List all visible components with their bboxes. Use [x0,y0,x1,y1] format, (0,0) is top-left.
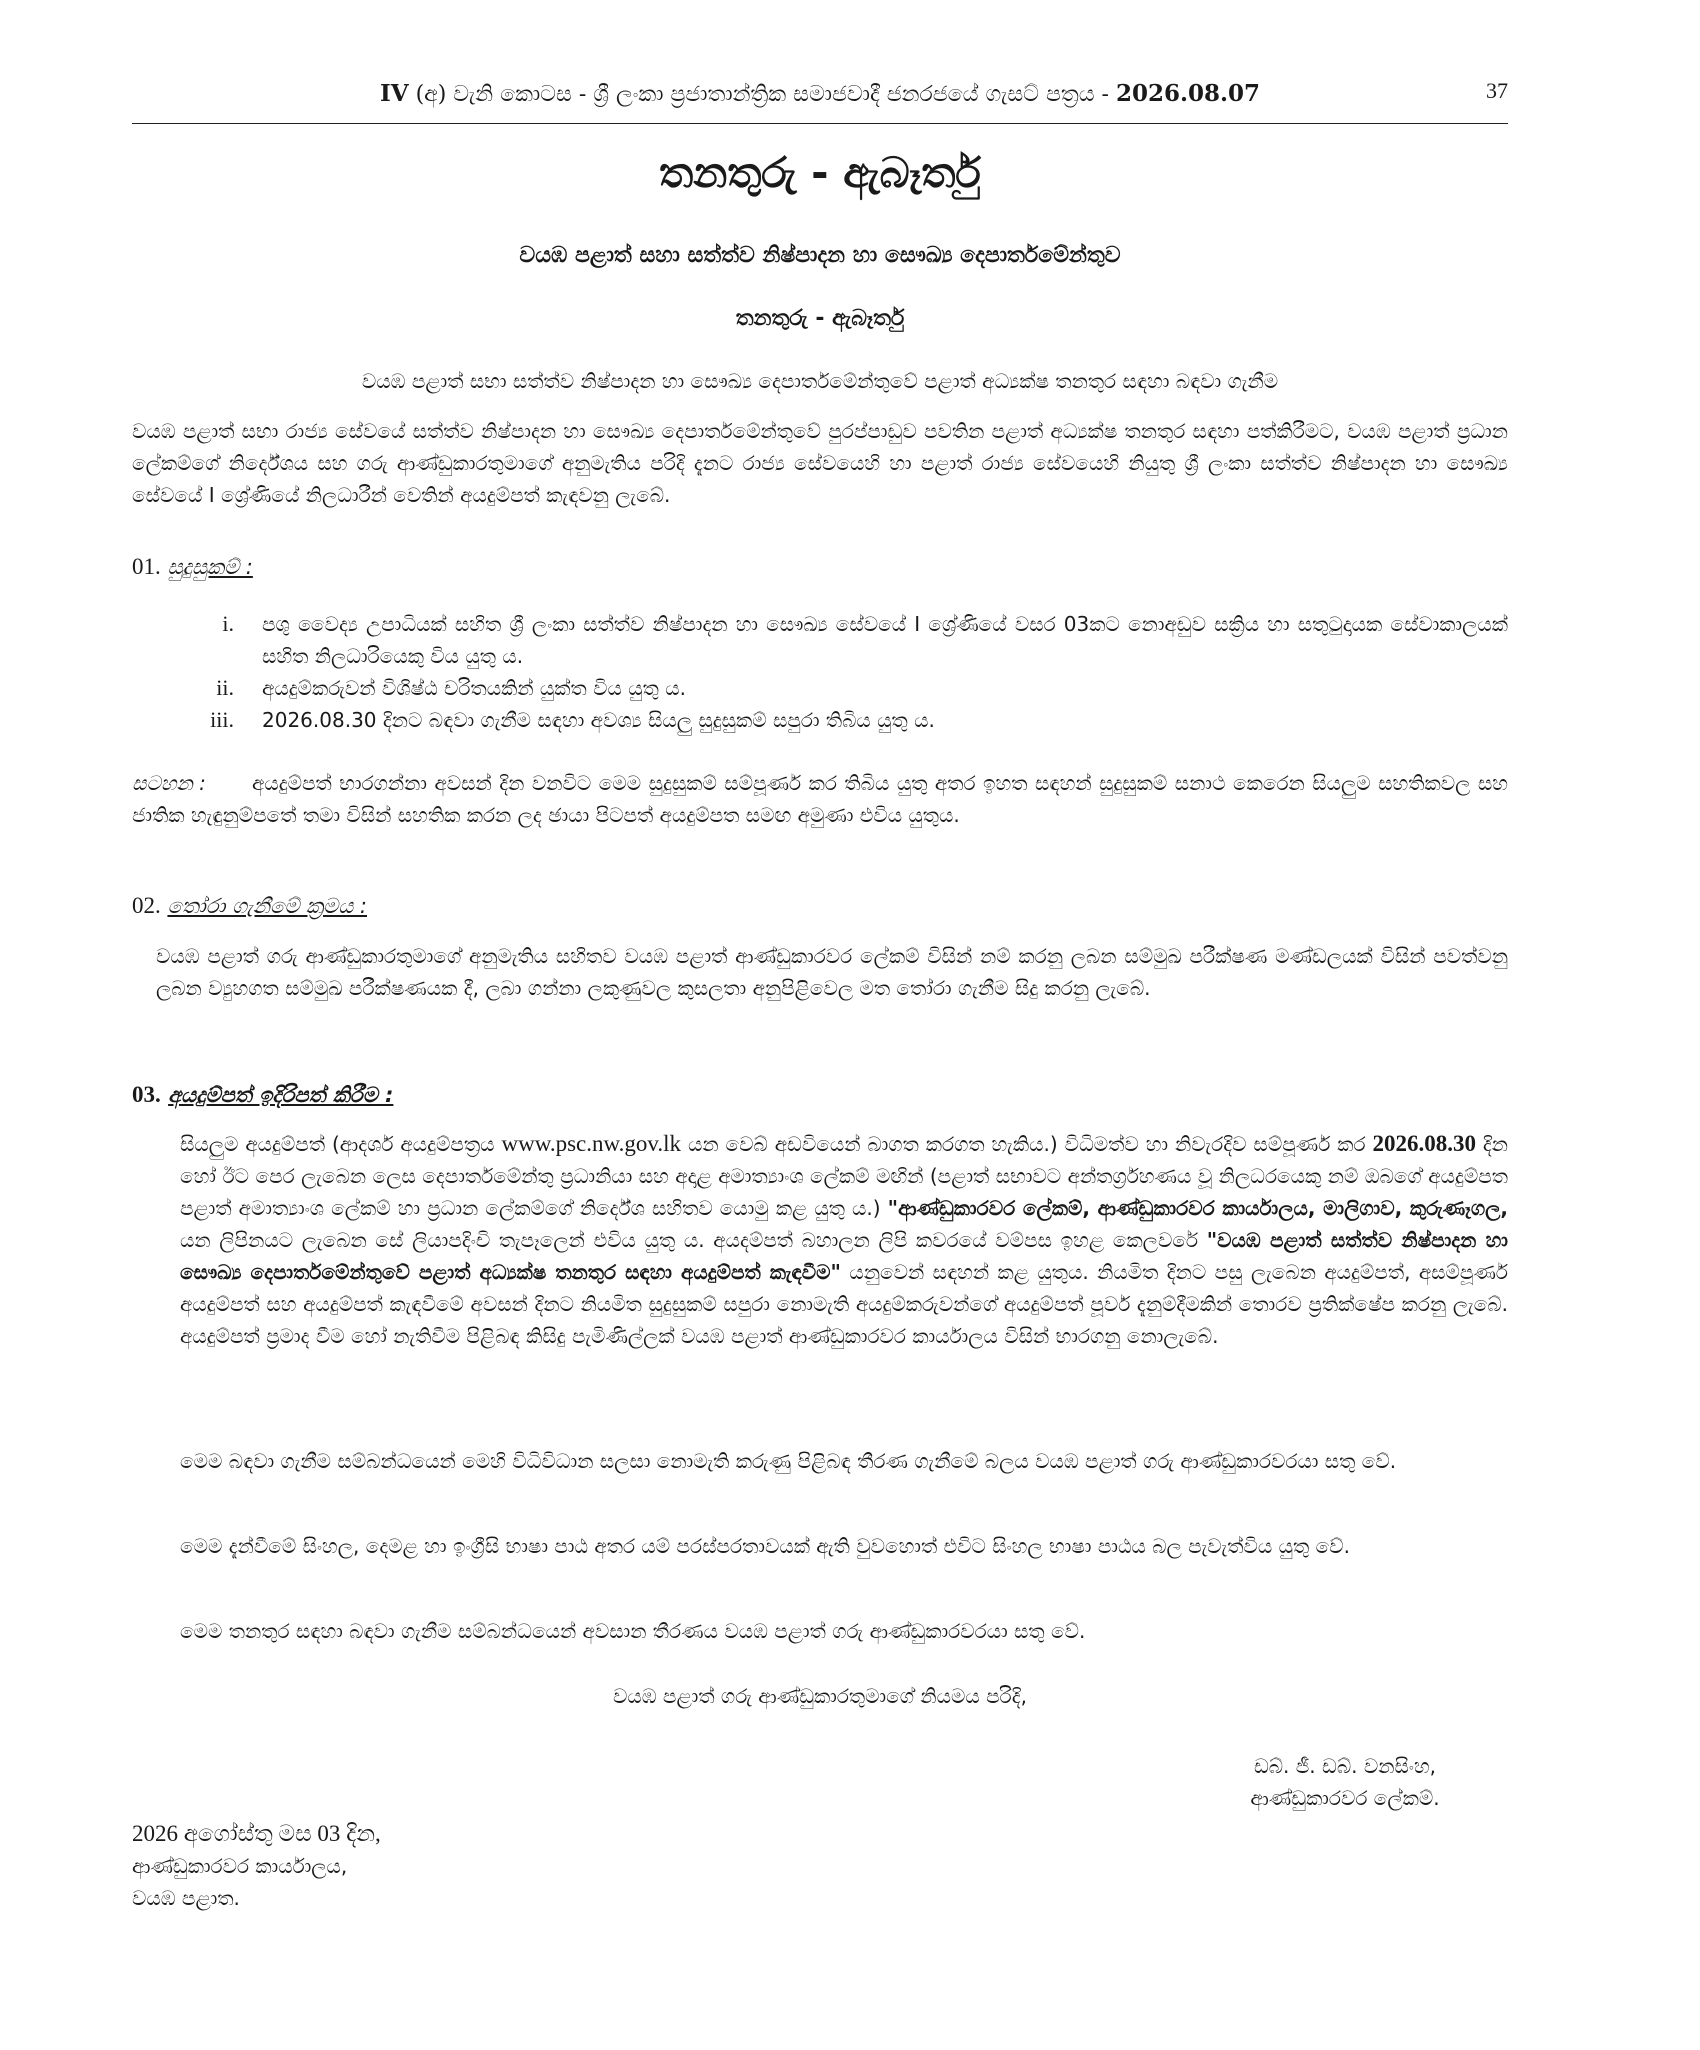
section-3-paragraph-1 [180,1128,1508,1352]
section-3-text-c: දින හෝ ඊට පෙර ලැබෙන ලෙස දෙපාර්තමේන්තු ප්‍රධානියා සහ අදාළ අමාත්‍යාංශ ලේකම් මඟින් (පළාත් සභාවට අන්තර්ග්‍රහණය වූ නිලධරයෙකු නම් ඔබගේ අයදුම්පත පළාත් අමාත්‍යාංශ ලේකම් හා ප්‍රධාන ලේකම්ගේ නිර්දේශ සහිතව යොමු කළ යුතු ය.) [180,1132,1509,1220]
list-item [172,704,1508,736]
section-3-text-a: සියලුම අයදුම්පත් (ආදර්ශ අයදුම්පත්‍රය [180,1132,495,1156]
list-item-number: i. [222,611,234,636]
list-item-text: 2026.08.30 දිනට බඳවා ගැනීම සඳහා අවශ්‍ය සියලු සුදුසුකම් සපුරා තිබිය යුතු ය. [262,708,935,732]
page-header [132,78,1508,118]
department-heading: වයඹ පළාත් සහා සත්ත්ව නිෂ්පාදන හා සෞඛ්‍ය දෙපාර්තමේන්තුව [519,243,1121,268]
footer-date [132,1818,732,1850]
list-item-number: iii. [210,707,234,732]
subtitle: තනතුරු - ඇබෑර්තු [735,306,905,331]
note-body-wrap [132,767,1508,831]
note-text-wrap [132,767,1508,831]
website-link[interactable]: www.psc.nw.gov.lk [501,1131,682,1156]
note-label: සටහන : [132,771,206,795]
list-item [172,608,1508,672]
section-2-heading [132,893,367,919]
postal-address: "ආණ්ඩුකාරවර ලේකම්, ආණ්ඩුකාරවර කාර්යාලය, මාලිගාව, කුරුණෑගල, [887,1196,1509,1220]
list-item-text: පශු වෛද්‍ය උපාධියක් සහිත ශ්‍රී ලංකා සත්ත්ව නිෂ්පාදන හා සෞඛ්‍ය සේවයේ I ශ්‍රේණියේ වසර 03කට නොඅඩුව සක්‍රිය හා සතුටුදායක සේවාකාලයක් සහිත නිලධාරියෙකු විය යුතු ය. [262,612,1508,668]
section-3-paragraph-2: මෙම බඳවා ගැනීම සම්බන්ධයෙන් මෙහි විධිවිධාන සලසා නොමැති කරුණු පිළිබඳ තීරණ ගැනීමේ බලය වයඹ පළාත් ගරු ආණ්ඩුකාරවරයා සතු වේ. [180,1449,1397,1473]
section-1-heading [132,554,253,580]
page-title: තනතුරු - ඇබෑර්තු [659,148,981,197]
requirements-list [172,608,1508,736]
section-2-number: 02. [132,893,161,918]
signature-block [1182,1750,1508,1814]
note-text: අයදුම්පත් භාරගන්නා අවසන් දින වනවිට මෙම සුදුසුකම් සම්පූර්ණ කර තිබිය යුතු අතර ඉහත සඳහන් සුදුසුකම් සනාථ කෙරෙන සියලුම සහතිකවල සහ ජාතික හැඳුනුම්පතේ තමා විසින් සහතික කරන ලද ඡායා පිටපත් අයදුම්පත සමඟ අමුණා එවිය යුතුය. [132,771,1508,827]
header-part: IV [379,80,409,107]
section-3-text-e: යනුවෙන් සඳහන් කළ යුතුය. නියමිත දිනට පසු ලැබෙන අයදුම්පත්, අසම්පූර්ණ අයදුම්පත් සහ අයදුම්පත් කැඳවීමේ අවසන් දිනට නියමිත සුදුසුකම් සපුරා නොමැති අයදුම්කරුවන්ගේ අයදුම්පත් පූර්ව දැනුම්දීමකින් තොරව ප්‍රතික්ෂේප කරනු ලැබේ. අයදුම්පත් ප්‍රමාද වීම හෝ නැතිවීම පිළිබඳ කිසිදු පැමිණිල්ලක් වයඹ පළාත් ආණ්ඩුකාරවර කාර්යාලය විසින් භාරගනු නොලැබේ. [180,1260,1508,1348]
section-1-number: 01. [132,554,161,579]
page-number: 37 [1486,78,1508,103]
post-heading: වයඹ පළාත් සභා සත්ත්ව නිෂ්පාදන හා සෞඛ්‍ය දෙපාර්තමේන්තුවේ පළාත් අධ්‍යක්ෂ තනතුර සඳහා බඳවා ගැනීම [361,369,1279,393]
section-3-heading [132,1082,393,1108]
deadline-date: 2026.08.30 [1372,1131,1476,1156]
header-part-suffix: (අ) වැනි කොටස - ශ්‍රී ලංකා ප්‍රජාතාන්ත්‍රික සමාජවාදී ජනරජයේ ගැසට් පත්‍රය - [415,82,1109,107]
header-rule [132,123,1508,124]
section-3-label: අයදුම්පත් ඉදිරිපත් කිරීම : [168,1083,394,1107]
list-item-number: ii. [216,675,234,700]
envelope-caption: "වයඹ පළාත් සත්ත්ව නිෂ්පාදන හා සෞඛ්‍ය දෙපාර්තමේන්තුවේ පළාත් අධ්‍යක්ෂ තනතුර සඳහා අයදුම්පත් කැඳවීම" [180,1228,1508,1284]
footer-province: වයඹ පළාත. [132,1886,240,1910]
footer-date-line: 2026 අගෝස්තු මස 03 දින, [132,1821,381,1846]
section-3-paragraph-3: මෙම දැන්වීමේ සිංහල, දෙමළ හා ඉංග්‍රීසි භාෂා පාඨ අතර යම් පරස්පරතාවයක් ඇති වුවහොත් එවිට සිංහල භාෂා පාඨය බල පැවැත්විය යුතු වේ. [180,1534,1350,1558]
section-3-text-d: යන ලිපිනයට ලැබෙන සේ ලියාපදිංචි තැපෑලෙන් එවිය යුතු ය. අයදම්පත් බහාලන ලිපි කවරයේ වම්පස ඉහළ කෙලවරේ [180,1228,1199,1252]
list-item [172,672,1508,704]
signatory-title: ආණ්ඩුකාරවර ලේකම්. [1250,1786,1440,1810]
header-title [132,80,1508,107]
footer-block [132,1818,732,1914]
signatory-name: ඩබ්. ජී. ඩබ්. වනසිංහ, [1253,1754,1437,1778]
note-block [132,767,1508,831]
footer-office: ආණ්ඩුකාරවර කාර්යාලය, [132,1854,348,1878]
section-3-paragraph-4: මෙම තනතුර සඳහා බඳවා ගැනීම සම්බන්ධයෙන් අවසාන තීරණය වයඹ පළාත් ගරු ආණ්ඩුකාරවරයා සතු වේ. [180,1619,1086,1643]
list-item-text: අයදුම්කරුවන් විශිෂ්ඨ චරිතයකින් යුක්ත විය යුතු ය. [262,676,686,700]
section-2-paragraph: වයඹ පළාත් ගරු ආණ්ඩුකාරතුමාගේ අනුමැතිය සහිතව වයඹ පළාත් ආණ්ඩුකාරවර ලේකම් විසින් නම් කරනු ලබන සම්මුඛ පරීක්ෂණ මණ්ඩලයක් විසින් පවත්වනු ලබන ව්‍යුහගත සම්මුඛ පරීක්ෂණයක දී, ලබා ගන්නා ලකුණුවල කුසලතා අනුපිළිවෙල මත තෝරා ගැනීම සිදු කරනු ලැබේ. [156,944,1508,1000]
section-3-text-b: යන වෙබ් අඩවියෙන් බාගත කරගත හැකිය.) විධිමත්ව හා නිවැරදිව සම්පූර්ණ කර [687,1132,1366,1156]
header-date: 2026.08.07 [1115,80,1261,107]
section-3-number: 03. [132,1082,161,1107]
section-1-label: සුදුසුකම් : [167,555,253,579]
intro-paragraph: වයඹ පළාත් සභා රාජ්‍ය සේවයේ සත්ත්ව නිෂ්පාදන හා සෞඛ්‍ය දෙපාර්තමේන්තුවේ පුරප්පාඩුව පවතින පළාත් අධ්‍යක්ෂ තනතුර සඳහා පත්කිරීමට, වයඹ පළාත් ප්‍රධාන ලේකම්ගේ නිර්දේශය සහ ගරු ආණ්ඩුකාරතුමාගේ අනුමැතිය පරිදි දැනට රාජ්‍ය සේවයෙහි හා පළාත් රාජ්‍ය සේවයෙහි නියුතු ශ්‍රී ලංකා සත්ත්ව නිෂ්පාදන හා සෞඛ්‍ය සේවයේ I ශ්‍රේණියේ නිලධාරීන් වෙතින් අයදුම්පත් කැඳවනු ලැබේ. [132,419,1508,507]
section-2-label: තෝරා ගැනීමේ ක්‍රමය : [167,894,367,918]
order-line: වයඹ පළාත් ගරු ආණ්ඩුකාරතුමාගේ නියමය පරිදි, [613,1684,1027,1708]
